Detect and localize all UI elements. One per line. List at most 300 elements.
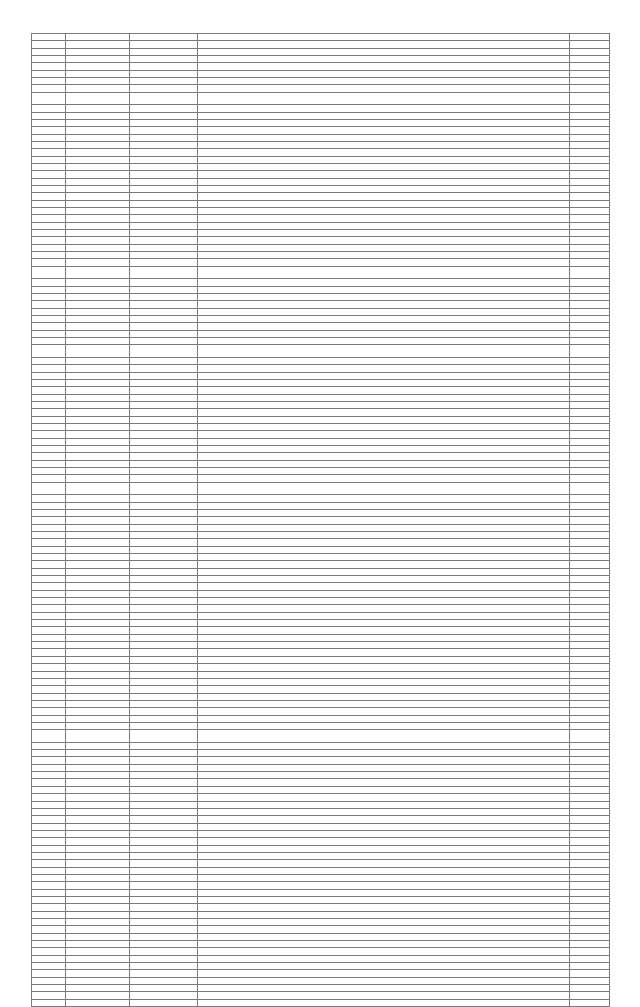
cadastral-number-cell [66, 664, 130, 671]
cadastral-number-cell [66, 693, 130, 700]
record-number-cell [32, 838, 66, 845]
district-cell [130, 845, 198, 852]
cadastral-number-cell [66, 955, 130, 962]
table-row [32, 715, 610, 722]
table-row [32, 244, 610, 251]
district-cell [130, 598, 198, 605]
cadastral-number-cell [66, 495, 130, 502]
value-cell [570, 561, 610, 568]
cadastral-number-cell [66, 460, 130, 467]
district-cell [130, 394, 198, 401]
address-cell [198, 186, 570, 193]
district-cell [130, 882, 198, 889]
address-cell [198, 671, 570, 678]
record-number-cell [32, 482, 66, 495]
cadastral-number-cell [66, 222, 130, 229]
address-cell [198, 171, 570, 178]
address-cell [198, 598, 570, 605]
address-cell [198, 764, 570, 771]
address-cell [198, 963, 570, 970]
address-cell [198, 244, 570, 251]
cadastral-number-cell [66, 750, 130, 757]
value-cell [570, 590, 610, 597]
table-row [32, 612, 610, 619]
district-cell [130, 627, 198, 634]
address-cell [198, 316, 570, 323]
district-cell [130, 963, 198, 970]
cadastral-number-cell [66, 431, 130, 438]
district-cell [130, 838, 198, 845]
table-row [32, 105, 610, 112]
value-cell [570, 948, 610, 955]
record-number-cell [32, 963, 66, 970]
value-cell [570, 482, 610, 495]
value-cell [570, 208, 610, 215]
cadastral-number-cell [66, 598, 130, 605]
value-cell [570, 259, 610, 266]
value-cell [570, 882, 610, 889]
record-number-cell [32, 338, 66, 345]
record-number-cell [32, 502, 66, 509]
district-cell [130, 237, 198, 244]
value-cell [570, 750, 610, 757]
cadastral-number-cell [66, 301, 130, 308]
address-cell [198, 178, 570, 185]
record-number-cell [32, 889, 66, 896]
value-cell [570, 926, 610, 933]
table-row [32, 215, 610, 222]
address-cell [198, 460, 570, 467]
table-row [32, 852, 610, 859]
cadastral-number-cell [66, 338, 130, 345]
table-row [32, 279, 610, 286]
record-number-cell [32, 127, 66, 134]
address-cell [198, 56, 570, 63]
cadastral-number-cell [66, 509, 130, 516]
record-number-cell [32, 539, 66, 546]
address-cell [198, 583, 570, 590]
table-row [32, 911, 610, 918]
address-cell [198, 252, 570, 259]
value-cell [570, 801, 610, 808]
value-cell [570, 475, 610, 482]
record-number-cell [32, 387, 66, 394]
address-cell [198, 830, 570, 837]
table-row [32, 671, 610, 678]
address-cell [198, 105, 570, 112]
record-number-cell [32, 85, 66, 92]
district-cell [130, 482, 198, 495]
address-cell [198, 495, 570, 502]
district-cell [130, 259, 198, 266]
value-cell [570, 409, 610, 416]
cadastral-number-cell [66, 308, 130, 315]
value-cell [570, 992, 610, 999]
table-row [32, 178, 610, 185]
table-row [32, 764, 610, 771]
record-number-cell [32, 112, 66, 119]
table-row [32, 509, 610, 516]
value-cell [570, 686, 610, 693]
value-cell [570, 970, 610, 977]
table-row [32, 896, 610, 903]
table-row [32, 561, 610, 568]
table-row [32, 330, 610, 337]
cadastral-number-cell [66, 808, 130, 815]
cadastral-number-cell [66, 517, 130, 524]
address-cell [198, 230, 570, 237]
district-cell [130, 134, 198, 141]
cadastral-number-cell [66, 627, 130, 634]
table-row [32, 722, 610, 729]
table-row [32, 808, 610, 815]
value-cell [570, 656, 610, 663]
district-cell [130, 438, 198, 445]
address-cell [198, 838, 570, 845]
record-number-cell [32, 279, 66, 286]
address-cell [198, 620, 570, 627]
table-row [32, 424, 610, 431]
value-cell [570, 546, 610, 553]
record-number-cell [32, 882, 66, 889]
table-row [32, 919, 610, 926]
value-cell [570, 524, 610, 531]
record-number-cell [32, 156, 66, 163]
record-number-cell [32, 252, 66, 259]
address-cell [198, 794, 570, 801]
record-number-cell [32, 576, 66, 583]
table-row [32, 438, 610, 445]
district-cell [130, 338, 198, 345]
record-number-cell [32, 495, 66, 502]
record-number-cell [32, 919, 66, 926]
district-cell [130, 634, 198, 641]
value-cell [570, 323, 610, 330]
value-cell [570, 178, 610, 185]
table-row [32, 590, 610, 597]
district-cell [130, 816, 198, 823]
record-number-cell [32, 730, 66, 743]
address-cell [198, 453, 570, 460]
table-row [32, 379, 610, 386]
address-cell [198, 722, 570, 729]
table-row [32, 933, 610, 940]
table-row [32, 568, 610, 575]
value-cell [570, 605, 610, 612]
table-row [32, 750, 610, 757]
district-cell [130, 453, 198, 460]
table-row [32, 860, 610, 867]
value-cell [570, 896, 610, 903]
cadastral-number-cell [66, 786, 130, 793]
cadastral-number-cell [66, 977, 130, 984]
address-cell [198, 715, 570, 722]
district-cell [130, 48, 198, 55]
record-number-cell [32, 590, 66, 597]
value-cell [570, 794, 610, 801]
record-number-cell [32, 308, 66, 315]
district-cell [130, 178, 198, 185]
cadastral-number-cell [66, 830, 130, 837]
address-cell [198, 882, 570, 889]
value-cell [570, 41, 610, 48]
value-cell [570, 379, 610, 386]
table-row [32, 502, 610, 509]
value-cell [570, 889, 610, 896]
cadastral-number-cell [66, 119, 130, 126]
address-cell [198, 208, 570, 215]
address-cell [198, 627, 570, 634]
table-row [32, 308, 610, 315]
address-cell [198, 823, 570, 830]
table-row [32, 517, 610, 524]
district-cell [130, 387, 198, 394]
table-row [32, 164, 610, 171]
value-cell [570, 772, 610, 779]
value-cell [570, 286, 610, 293]
district-cell [130, 141, 198, 148]
address-cell [198, 193, 570, 200]
district-cell [130, 933, 198, 940]
record-number-cell [32, 379, 66, 386]
record-number-cell [32, 475, 66, 482]
value-cell [570, 642, 610, 649]
table-row [32, 700, 610, 707]
address-cell [198, 816, 570, 823]
district-cell [130, 416, 198, 423]
cadastral-number-cell [66, 78, 130, 85]
record-number-cell [32, 722, 66, 729]
district-cell [130, 985, 198, 992]
value-cell [570, 266, 610, 279]
district-cell [130, 294, 198, 301]
cadastral-number-cell [66, 963, 130, 970]
record-number-cell [32, 63, 66, 70]
table-row [32, 365, 610, 372]
record-number-cell [32, 926, 66, 933]
table-row [32, 156, 610, 163]
value-cell [570, 460, 610, 467]
value-cell [570, 453, 610, 460]
district-cell [130, 649, 198, 656]
district-cell [130, 948, 198, 955]
address-cell [198, 200, 570, 207]
address-cell [198, 119, 570, 126]
record-number-cell [32, 627, 66, 634]
record-number-cell [32, 808, 66, 815]
value-cell [570, 156, 610, 163]
district-cell [130, 524, 198, 531]
record-number-cell [32, 757, 66, 764]
record-number-cell [32, 453, 66, 460]
address-cell [198, 889, 570, 896]
value-cell [570, 92, 610, 105]
record-number-cell [32, 141, 66, 148]
value-cell [570, 438, 610, 445]
district-cell [130, 266, 198, 279]
cadastral-number-cell [66, 70, 130, 77]
district-cell [130, 171, 198, 178]
cadastral-number-cell [66, 200, 130, 207]
district-cell [130, 301, 198, 308]
cadastral-number-cell [66, 612, 130, 619]
value-cell [570, 649, 610, 656]
address-cell [198, 649, 570, 656]
table-row [32, 372, 610, 379]
value-cell [570, 85, 610, 92]
record-number-cell [32, 794, 66, 801]
cadastral-number-cell [66, 409, 130, 416]
record-number-cell [32, 642, 66, 649]
district-cell [130, 156, 198, 163]
address-cell [198, 992, 570, 999]
record-number-cell [32, 230, 66, 237]
table-row [32, 926, 610, 933]
district-cell [130, 576, 198, 583]
table-row [32, 678, 610, 685]
table-row [32, 78, 610, 85]
record-number-cell [32, 772, 66, 779]
table-row [32, 112, 610, 119]
address-cell [198, 568, 570, 575]
table-row [32, 999, 610, 1006]
cadastral-number-cell [66, 208, 130, 215]
district-cell [130, 149, 198, 156]
cadastral-number-cell [66, 896, 130, 903]
district-cell [130, 941, 198, 948]
table-row [32, 708, 610, 715]
value-cell [570, 715, 610, 722]
cadastral-number-cell [66, 63, 130, 70]
cadastral-number-cell [66, 860, 130, 867]
value-cell [570, 119, 610, 126]
table-row [32, 401, 610, 408]
address-cell [198, 999, 570, 1006]
address-cell [198, 786, 570, 793]
district-cell [130, 786, 198, 793]
record-number-cell [32, 41, 66, 48]
cadastral-number-cell [66, 722, 130, 729]
value-cell [570, 279, 610, 286]
district-cell [130, 955, 198, 962]
value-cell [570, 742, 610, 749]
address-cell [198, 48, 570, 55]
value-cell [570, 357, 610, 364]
district-cell [130, 722, 198, 729]
district-cell [130, 911, 198, 918]
district-cell [130, 750, 198, 757]
district-cell [130, 568, 198, 575]
address-cell [198, 379, 570, 386]
value-cell [570, 985, 610, 992]
cadastral-number-cell [66, 438, 130, 445]
value-cell [570, 830, 610, 837]
address-cell [198, 539, 570, 546]
address-cell [198, 156, 570, 163]
district-cell [130, 495, 198, 502]
value-cell [570, 230, 610, 237]
value-cell [570, 730, 610, 743]
record-number-cell [32, 524, 66, 531]
cadastral-number-cell [66, 730, 130, 743]
table-row [32, 416, 610, 423]
record-number-cell [32, 656, 66, 663]
value-cell [570, 757, 610, 764]
cadastral-number-cell [66, 186, 130, 193]
table-row [32, 345, 610, 358]
cadastral-number-cell [66, 867, 130, 874]
cadastral-number-cell [66, 620, 130, 627]
record-number-cell [32, 845, 66, 852]
value-cell [570, 294, 610, 301]
table-row [32, 583, 610, 590]
value-cell [570, 808, 610, 815]
document-page [31, 33, 609, 1007]
district-cell [130, 63, 198, 70]
table-row [32, 141, 610, 148]
table-row [32, 134, 610, 141]
cadastral-number-cell [66, 112, 130, 119]
record-number-cell [32, 742, 66, 749]
record-number-cell [32, 517, 66, 524]
cadastral-number-cell [66, 178, 130, 185]
value-cell [570, 678, 610, 685]
address-cell [198, 700, 570, 707]
address-cell [198, 561, 570, 568]
record-number-cell [32, 852, 66, 859]
district-cell [130, 357, 198, 364]
cadastral-number-cell [66, 41, 130, 48]
record-number-cell [32, 786, 66, 793]
record-number-cell [32, 316, 66, 323]
cadastral-number-cell [66, 715, 130, 722]
cadastral-number-cell [66, 634, 130, 641]
district-cell [130, 460, 198, 467]
record-number-cell [32, 612, 66, 619]
district-cell [130, 539, 198, 546]
address-cell [198, 323, 570, 330]
district-cell [130, 764, 198, 771]
address-cell [198, 926, 570, 933]
record-number-cell [32, 119, 66, 126]
record-number-cell [32, 372, 66, 379]
value-cell [570, 722, 610, 729]
address-cell [198, 860, 570, 867]
cadastral-number-cell [66, 252, 130, 259]
table-row [32, 495, 610, 502]
cadastral-number-cell [66, 215, 130, 222]
cadastral-number-cell [66, 453, 130, 460]
district-cell [130, 678, 198, 685]
record-number-cell [32, 678, 66, 685]
cadastral-number-cell [66, 838, 130, 845]
district-cell [130, 468, 198, 475]
value-cell [570, 999, 610, 1006]
cadastral-number-cell [66, 149, 130, 156]
record-number-cell [32, 561, 66, 568]
district-cell [130, 889, 198, 896]
table-row [32, 48, 610, 55]
district-cell [130, 119, 198, 126]
address-cell [198, 127, 570, 134]
district-cell [130, 808, 198, 815]
cadastral-number-cell [66, 576, 130, 583]
record-number-cell [32, 867, 66, 874]
district-cell [130, 772, 198, 779]
cadastral-number-cell [66, 416, 130, 423]
value-cell [570, 852, 610, 859]
record-number-cell [32, 401, 66, 408]
